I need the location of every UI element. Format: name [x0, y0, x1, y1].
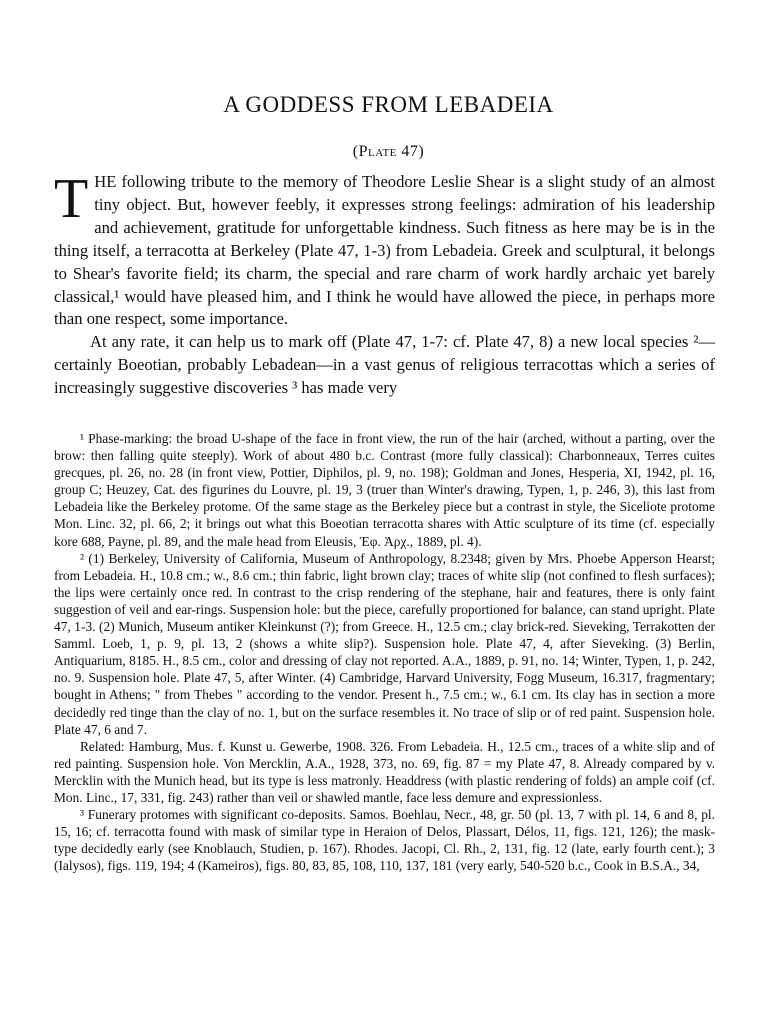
plate-reference	[0, 143, 777, 161]
footnote-2: ² (1) Berkeley, University of California, Museum of Anthropology, 8.2348; given by Mrs. Phoebe Apperson Hearst; from Lebadeia. H., 10.8 cm.; w., 8.6 cm.; thin fabric, light brown clay; traces of white slip (not confined to flesh surfaces); the lips were certainly once red. In contrast to the crisp rendering of the stephane, hair and features, there is only faint suggestion of veil and ear-rings. Suspension hole: but the piece, carefully proportioned for balance, can stand upright. Plate 47, 1-3. (2) Munich, Museum antiker Kleinkunst (?); from Greece. H., 12.5 cm.; clay brick-red. Sieveking, Terrakotten der Samml. Loeb, 1, p. 9, pl. 13, 2 (shows a white slip?). Suspension hole. Plate 47, 4, after Sieveking. (3) Berlin, Antiquarium, 8185. H., 8.5 cm., color and dressing of clay not reported. A.A., 1889, p. 91, no. 14; Winter, Typen, 1, p. 242, no. 9. Suspension hole. Plate 47, 5, after Winter. (4) Cambridge, Harvard University, Fogg Museum, 16.317, fragmentary; bought in Athens; " from Thebes " according to the vendor. Present h., 7.5 cm.; w., 6.1 cm. Its clay has in section a more decidedly red tinge than the clay of no. 1, but on the surface resembles it. No trace of slip or of red paint. Suspension hole. Plate 47, 6 and 7.	[54, 550, 715, 737]
footnote-3: ³ Funerary protomes with significant co-deposits. Samos. Boehlau, Necr., 48, gr. 50 (pl. 13, 7 with pl. 14, 6 and 8, pl. 15, 16; cf. terracotta found with mask of similar type in Heraion of Delos, Plassart, Délos, 11, figs. 121, 126); the mask-type decidedly early (see Knoblauch, Studien, p. 167). Rhodes. Jacopi, Cl. Rh., 2, 131, fig. 12 (late, early fourth cent.); 3 (Ialysos), figs. 119, 194; 4 (Kameiros), figs. 80, 83, 85, 108, 110, 137, 181 (very early, 540-520 b.c., Cook in B.S.A., 34,	[54, 807, 715, 874]
footnote-1: ¹ Phase-marking: the broad U-shape of the face in front view, the run of the hair (arched, without a parting, over the brow: then falling quite steeply). Work of about 480 b.c. Contrast (more fully classical): Charbonneaux, Terres cuites grecques, pl. 26, no. 28 (in front view, Pottier, Diphilos, pl. 9, no. 198); Goldman and Jones, Hesperia, XI, 1942, pl. 16, group C; Heuzey, Cat. des figurines du Louvre, pl. 19, 3 (truer than Winter's drawing, Typen, 1, p. 246, 3), this last from Lebadeia like the Berkeley protome. Of the same stage as the Berkeley piece but a contrast in style, the Siceliote protome Mon. Linc. 32, pl. 66, 2; it brings out what this Boeotian terracotta shares with Attic sculpture of its time (cf. especially kore 688, Payne, pl. 89, and the male head from Eleusis, Ἐφ. Ἀρχ., 1889, pl. 4).	[54, 431, 715, 549]
paragraph-1	[54, 168, 715, 331]
article-body	[54, 168, 715, 400]
article-title: A GODDESS FROM LEBADEIA	[223, 92, 554, 117]
drop-cap: T	[54, 168, 89, 230]
footnote-2-related: Related: Hamburg, Mus. f. Kunst u. Gewerbe, 1908. 326. From Lebadeia. H., 12.5 cm., traces of a white slip and of red painting. Suspension hole. Von Mercklin, A.A., 1928, 373, no. 69, fig. 87 = my Plate 47, 8. Already compared by v. Mercklin with the Munich head, but its type is less matronly. Headdress (with plastic rendering of folds) an ample coif (cf. Mon. Linc., 17, 331, fig. 243) rather than veil or shawled mantle, face less demure and expressionless.	[54, 738, 715, 805]
footnotes	[54, 430, 715, 874]
paragraph-2: At any rate, it can help us to mark off (Plate 47, 1-7: cf. Plate 47, 8) a new local species ²—certainly Boeotian, probably Lebadean—in a vast genus of religious terracottas which a series of increasingly suggestive discoveries ³ has made very	[54, 332, 715, 398]
plate-label: (Plate 47)	[352, 143, 425, 160]
paragraph-1-text: HE following tribute to the memory of Theodore Leslie Shear is a slight study of an almost tiny object. But, however feebly, it expresses strong feelings: admiration of his leadership and achievement, gratitude for unforgettable kindness. Such fitness as here may be is in the thing itself, a terracotta at Berkeley (Plate 47, 1-3) from Lebadeia. Greek and sculptural, it belongs to Shear's favorite field; its charm, the special and rare charm of work hardly archaic yet barely classical,¹ would have pleased him, and I think he would have allowed the piece, in perhaps more than one respect, some importance.	[54, 172, 715, 329]
